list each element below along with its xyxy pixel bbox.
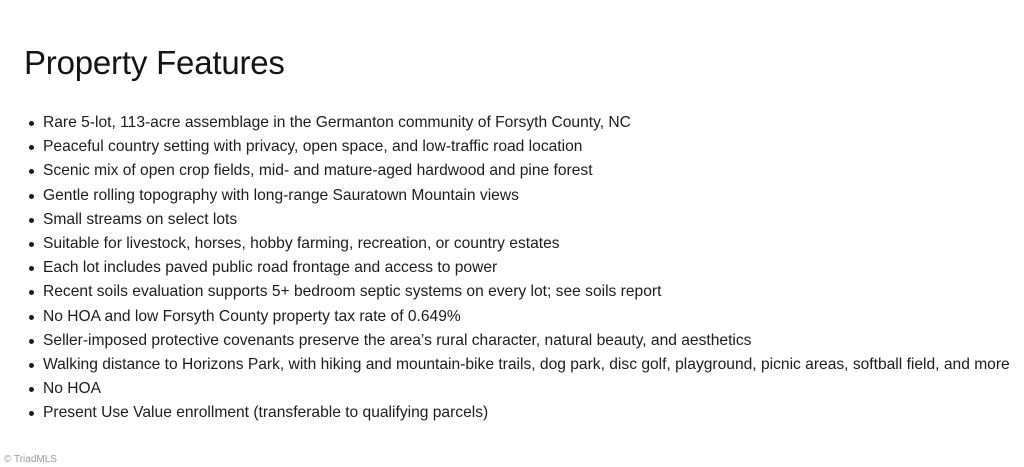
bullet-icon xyxy=(29,145,34,150)
feature-text: Rare 5-lot, 113-acre assemblage in the Germanton community of Forsyth County, NC xyxy=(43,114,631,131)
feature-item xyxy=(0,329,1024,353)
feature-text: Each lot includes paved public road frontage and access to power xyxy=(43,259,498,277)
feature-item xyxy=(0,159,1024,183)
bullet-icon xyxy=(29,242,34,247)
feature-item xyxy=(0,232,1024,256)
feature-item xyxy=(0,256,1024,280)
bullet-icon xyxy=(29,363,34,368)
feature-text: No HOA and low Forsyth County property tax rate of 0.649% xyxy=(43,307,461,325)
bullet-icon xyxy=(29,169,34,174)
bullet-icon xyxy=(29,121,34,126)
feature-item xyxy=(0,135,1024,159)
feature-item xyxy=(0,401,1024,425)
feature-text: Recent soils evaluation supports 5+ bedroom septic systems on every lot; see soils report xyxy=(43,283,662,301)
bullet-icon xyxy=(29,387,34,392)
feature-text: Small streams on select lots xyxy=(43,210,238,228)
feature-text: Suitable for livestock, horses, hobby farming, recreation, or country estates xyxy=(43,234,560,252)
feature-item xyxy=(0,353,1024,377)
page-title: Property Features xyxy=(24,44,285,81)
bullet-icon xyxy=(29,218,34,223)
feature-text: Gentle rolling topography with long-range Sauratown Mountain views xyxy=(43,186,519,204)
feature-text: Present Use Value enrollment (transferable to qualifying parcels) xyxy=(43,404,489,422)
feature-text: No HOA xyxy=(43,380,102,398)
feature-item xyxy=(0,280,1024,304)
feature-text: Scenic mix of open crop fields, mid- and mature-aged hardwood and pine forest xyxy=(43,162,593,180)
feature-text: Walking distance to Horizons Park, with hiking and mountain-bike trails, dog park, disc golf, playground, picnic areas, softball field, and more xyxy=(43,355,1010,373)
feature-item xyxy=(0,208,1024,232)
feature-item xyxy=(0,305,1024,329)
bullet-icon xyxy=(29,411,34,416)
bullet-icon xyxy=(29,194,34,199)
feature-list xyxy=(0,111,1024,425)
bullet-icon xyxy=(29,339,34,344)
feature-text: Peaceful country setting with privacy, open space, and low-traffic road location xyxy=(43,138,583,156)
feature-text: Seller-imposed protective covenants preserve the area’s rural character, natural beauty, and aesthetics xyxy=(43,331,752,349)
feature-item xyxy=(0,111,1024,135)
feature-item xyxy=(0,377,1024,401)
bullet-icon xyxy=(29,290,34,295)
feature-item xyxy=(0,184,1024,208)
watermark: © TriadMLS xyxy=(4,454,57,465)
bullet-icon xyxy=(29,266,34,271)
bullet-icon xyxy=(29,315,34,320)
